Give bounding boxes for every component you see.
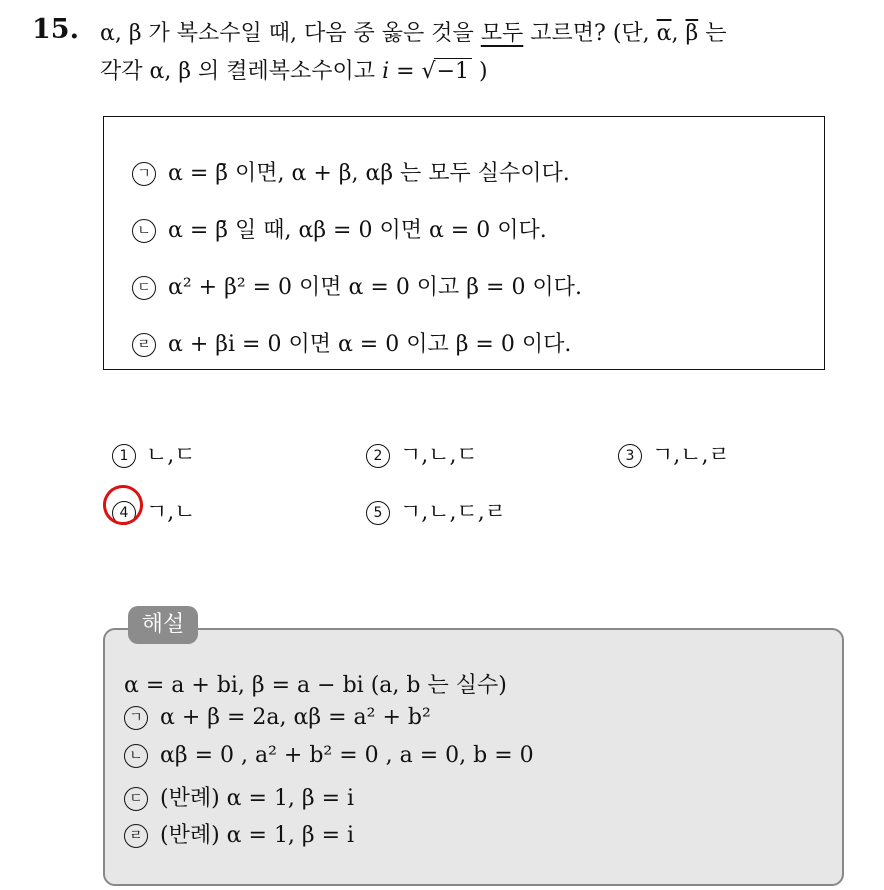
- solution-line-2: [124, 705, 431, 730]
- marker-giyeok: ㄱ: [124, 706, 148, 730]
- statement-2: [132, 213, 547, 244]
- stem-equals-root: = √: [389, 59, 436, 84]
- choice-number: 3: [618, 444, 642, 468]
- statement-text: α + βi = 0 이면 α = 0 이고 β = 0 이다.: [168, 332, 572, 357]
- choice-text: ㄴ,ㄷ: [146, 443, 196, 468]
- marker-digeut: ㄷ: [124, 787, 148, 811]
- stem-close-paren: ): [479, 59, 488, 84]
- question-number: 15.: [32, 14, 79, 45]
- alpha-conjugate: $\overline{\alpha}$: [656, 21, 672, 46]
- choice-text: ㄱ,ㄴ,ㄹ: [652, 443, 730, 468]
- choice-text: ㄱ,ㄴ: [146, 500, 196, 525]
- choice-3[interactable]: [618, 438, 730, 469]
- choice-text: ㄱ,ㄴ,ㄷ: [400, 443, 478, 468]
- statement-text: α² + β² = 0 이면 α = 0 이고 β = 0 이다.: [168, 275, 582, 300]
- solution-text: α + β = 2a, αβ = a² + b²: [160, 705, 431, 730]
- solution-text: (반례) α = 1, β = i: [160, 823, 355, 848]
- choice-text: ㄱ,ㄴ,ㄷ,ㄹ: [400, 500, 506, 525]
- choice-number: 4: [112, 501, 136, 525]
- beta-conjugate: $\overline{\beta}$: [685, 21, 699, 46]
- solution-text: αβ = 0 , a² + b² = 0 , a = 0, b = 0: [160, 743, 534, 768]
- marker-rieul: ㄹ: [132, 333, 156, 357]
- stem-comma: ,: [671, 21, 686, 46]
- choice-number: 1: [112, 444, 136, 468]
- stem-text: 고르면? (단,: [523, 21, 657, 46]
- solution-line-5: [124, 818, 354, 849]
- imaginary-unit: i: [382, 59, 390, 84]
- statement-3: [132, 270, 582, 301]
- question-stem-line-2: [100, 54, 488, 85]
- stem-text: 는: [698, 21, 727, 46]
- solution-line-3: [124, 743, 534, 768]
- statement-4: [132, 327, 571, 358]
- statement-1: [132, 156, 570, 187]
- solution-tag: 해설: [128, 606, 198, 644]
- radicand: −1: [434, 58, 472, 84]
- marker-nieun: ㄴ: [132, 219, 156, 243]
- stem-text: α, β 가 복소수일 때, 다음 중 옳은 것을: [100, 21, 481, 46]
- marker-rieul: ㄹ: [124, 824, 148, 848]
- statement-text: α = β̄ 일 때, αβ = 0 이면 α = 0 이다.: [168, 218, 547, 243]
- solution-line-1: α = a + bi, β = a − bi (a, b 는 실수): [124, 673, 507, 698]
- choice-5[interactable]: [366, 495, 506, 526]
- stem-text: 각각 α, β 의 켤레복소수이고: [100, 59, 383, 84]
- choice-1[interactable]: [112, 438, 196, 469]
- solution-line-4: [124, 781, 354, 812]
- marker-giyeok: ㄱ: [132, 162, 156, 186]
- choice-number: 2: [366, 444, 390, 468]
- statement-text: α = β̄ 이면, α + β, αβ 는 모두 실수이다.: [168, 161, 570, 186]
- solution-text: (반례) α = 1, β = i: [160, 786, 355, 811]
- marker-digeut: ㄷ: [132, 276, 156, 300]
- choice-number: 5: [366, 501, 390, 525]
- choice-2[interactable]: [366, 438, 478, 469]
- marker-nieun: ㄴ: [124, 744, 148, 768]
- question-stem-line-1: [100, 16, 726, 47]
- stem-underlined-word: 모두: [480, 21, 524, 46]
